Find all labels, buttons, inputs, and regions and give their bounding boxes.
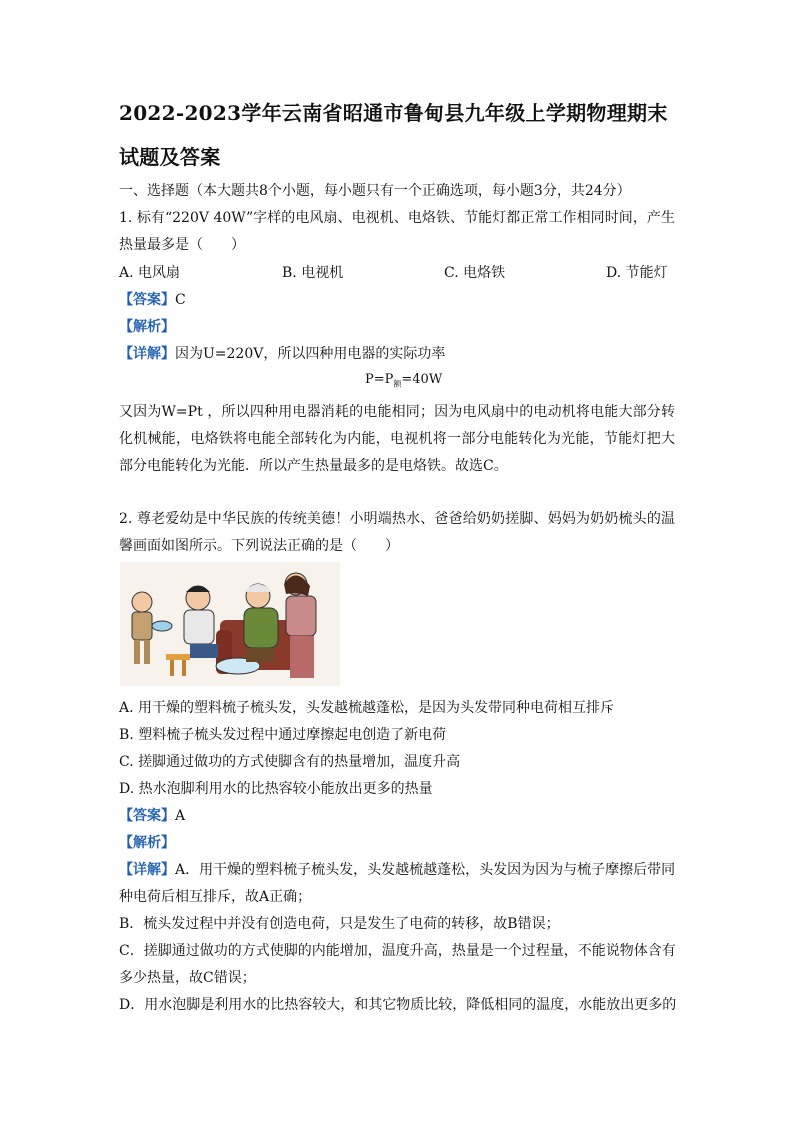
q1-detail-line3: 化机械能，电烙铁将电能全部转化为内能，电视机将一部分电能转化为光能，节能灯把大 xyxy=(119,431,675,447)
q1-detail-line2: 又因为W=Pt ，所以四种用电器消耗的电能相同；因为电风扇中的电动机将电能大部分转 xyxy=(119,404,675,420)
formula-subscript: 额 xyxy=(393,379,402,389)
q1-option-d: D. 节能灯 xyxy=(606,265,668,281)
illustration-drawing xyxy=(120,562,340,686)
doc-title-line1: 2022-2023学年云南省昭通市鲁甸县九年级上学期物理期末 xyxy=(119,101,668,125)
q1-option-b: B. 电视机 xyxy=(282,265,344,281)
answer-value: A xyxy=(175,808,186,824)
answer-tag: 【答案】 xyxy=(119,808,175,824)
analysis-tag: 【解析】 xyxy=(119,835,175,851)
q1-stem-line2: 热量最多是（ ） xyxy=(119,237,245,253)
q1-analysis xyxy=(119,316,175,336)
q2-detail-line1 xyxy=(119,859,675,879)
section-heading: 一、选择题（本大题共8个小题，每小题只有一个正确选项，每小题3分，共24分） xyxy=(119,183,631,199)
q1-option-a: A. 电风扇 xyxy=(119,265,181,281)
q2-detail-line5: 多少热量，故C错误； xyxy=(119,970,256,986)
q2-answer xyxy=(119,805,185,825)
answer-value: C xyxy=(175,292,186,308)
q2-option-b: B. 塑料梳子梳头发过程中通过摩擦起电创造了新电荷 xyxy=(119,727,447,743)
formula-right: =40W xyxy=(401,372,443,387)
q2-detail-line2: 种电荷后相互排斥，故A正确； xyxy=(119,889,312,905)
q1-option-c: C. 电烙铁 xyxy=(444,265,506,281)
q1-detail-line1 xyxy=(119,343,445,363)
q2-option-c: C. 搓脚通过做功的方式使脚含有的热量增加，温度升高 xyxy=(119,754,461,770)
q2-option-d: D. 热水泡脚利用水的比热容较小能放出更多的热量 xyxy=(119,781,433,797)
q2-detail-line4: C．搓脚通过做功的方式使脚的内能增加，温度升高，热量是一个过程量，不能说物体含有 xyxy=(119,943,676,959)
detail-tag: 【详解】 xyxy=(119,346,175,362)
q1-answer xyxy=(119,289,186,309)
family-care-illustration xyxy=(120,562,340,686)
q1-detail-line4: 部分电能转化为光能．所以产生热量最多的是电烙铁。故选C。 xyxy=(119,458,508,474)
detail-text: A．用干燥的塑料梳子梳头发，头发越梳越蓬松，头发因为因为与梳子摩擦后带同 xyxy=(175,862,676,878)
answer-tag: 【答案】 xyxy=(119,292,175,308)
doc-title-line2: 试题及答案 xyxy=(119,145,221,169)
q2-stem-line1: 2. 尊老爱幼是中华民族的传统美德！小明端热水、爸爸给奶奶搓脚、妈妈为奶奶梳头的温 xyxy=(119,511,675,527)
q2-detail-line3: B．梳头发过程中并没有创造电荷，只是发生了电荷的转移，故B错误； xyxy=(119,916,560,932)
detail-text: 因为U=220V，所以四种用电器的实际功率 xyxy=(175,346,446,362)
q1-stem-line1: 1. 标有“220V 40W”字样的电风扇、电视机、电烙铁、节能灯都正常工作相同时间，产生 xyxy=(119,210,675,226)
formula-left: P=P xyxy=(365,372,394,387)
q1-formula xyxy=(365,372,442,390)
q2-detail-line6: D．用水泡脚是利用水的比热容较大，和其它物质比较，降低相同的温度，水能放出更多的 xyxy=(119,997,677,1013)
q2-stem-line2: 馨画面如图所示。下列说法正确的是（ ） xyxy=(119,538,399,554)
q2-analysis xyxy=(119,832,175,852)
q2-option-a: A. 用干燥的塑料梳子梳头发，头发越梳越蓬松，是因为头发带同种电荷相互排斥 xyxy=(119,700,615,716)
detail-tag: 【详解】 xyxy=(119,862,175,878)
analysis-tag: 【解析】 xyxy=(119,319,175,335)
